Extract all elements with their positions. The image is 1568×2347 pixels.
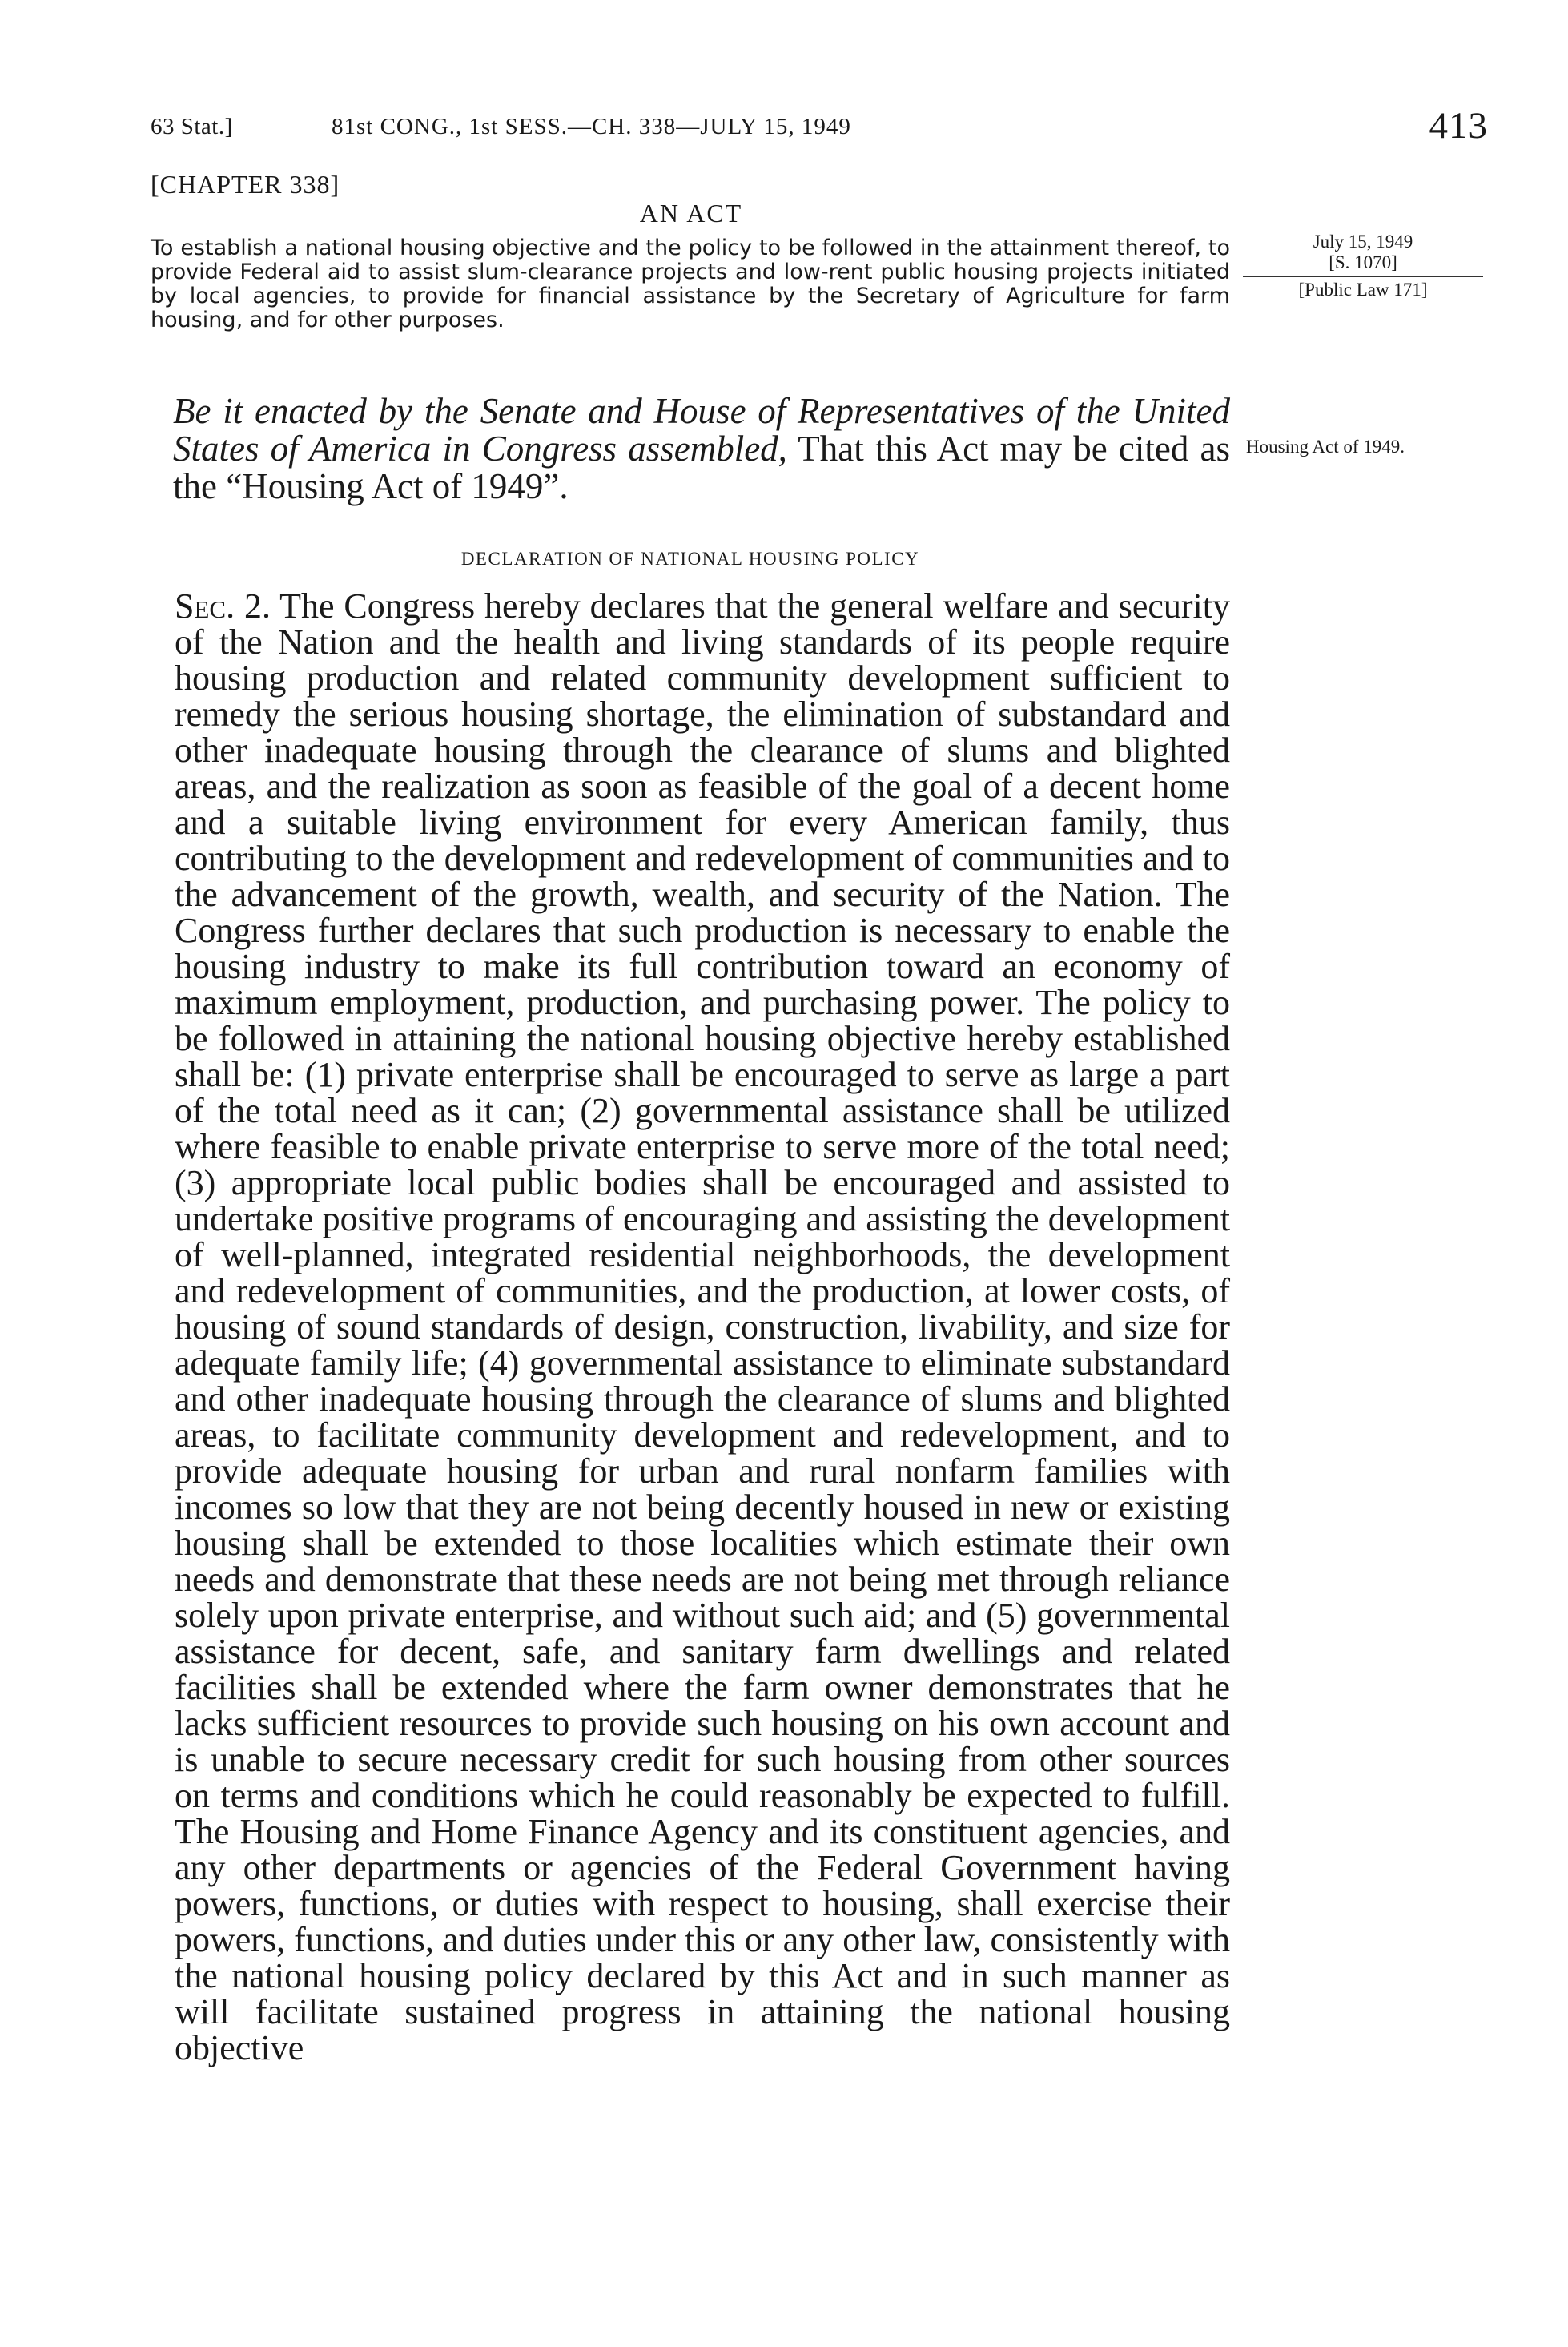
act-purpose [151,236,1230,332]
margin-date: July 15, 1949 [1313,231,1413,252]
chapter-number: [CHAPTER 338] [151,170,340,199]
page-number: 413 [1429,105,1488,147]
act-title: AN ACT [639,199,743,227]
margin-short-title: Housing Act of 1949. [1246,437,1405,457]
section-2-paragraph [151,588,1230,2066]
enacting-clause [151,393,1230,505]
congress-session-citation: 81st CONG., 1st SESS.—CH. 338—JULY 15, 1949 [332,114,851,139]
statute-volume: 63 Stat.] [151,114,233,139]
short-title-text: That this Act may be cited as the “Housing Act of 1949”. [173,429,1231,506]
section-heading: DECLARATION OF NATIONAL HOUSING POLICY [460,549,920,569]
section-text: The Congress hereby declares that the general welfare and security of the Nation and the health and living standards of its people require housing production and related community development sufficient to remedy the serious housing shortage, the elimination of substandard and other inadequate housing through the clearance of slums and blighted areas, and the realization as soon as feasible of the goal of a decent home and a suitable living environment for every American family, thus contributing to the development and redevelopment of communities and to the advancement of the growth, wealth, and security of the Nation. The Congress further declares that such production is necessary to enable the housing industry to make its full contribution toward an economy of maximum employment, production, and purchasing power. The policy to be followed in attaining the national housing objective hereby established shall be: (1) private enterprise shall be encouraged to serve as large a part of the total need as it can; (2) governmental assistance shall be utilized where feasible to enable private enterprise to serve more of the total need; (3) appropriate local public bodies shall be encouraged and assisted to undertake positive programs of encouraging and assisting the development of well-planned, integrated residential neighborhoods, the development and redevelopment of communities, and the production, at lower costs, of housing of sound standards of design, construction, livability, and size for adequate family life; (4) governmental assistance to eliminate substandard and other inadequate housing through the clearance of slums and blighted areas, to facilitate community development and redevelopment, and to provide adequate housing for urban and rural nonfarm families with incomes so low that they are not being decently housed in new or existing housing shall be extended to those localities which estimate their own needs and demonstrate that these needs are not being met through reliance solely upon private enterprise, and without such aid; and (5) governmental assistance for decent, safe, and sanitary farm dwellings and related facilities shall be extended where the farm owner demonstrates that he lacks sufficient resources to provide such housing on his own account and is unable to secure necessary credit for such housing from other sources on terms and conditions which he could reasonably be expected to fulfill. The Housing and Home Finance Agency and its constituent agencies, and any other departments or agencies of the Federal Government having powers, functions, or duties with respect to housing, shall exercise their powers, functions, and duties under this or any other law, consistently with the national housing policy declared by this Act and in such manner as will facilitate sustained progress in attaining the national housing objective [175,586,1230,2067]
purpose-text: To establish a national housing objective and the policy to be followed in the attainment thereof, to provide Federal aid to assist slum-clearance projects and low-rent public housing projects initiated by local agencies, to provide for financial assistance by the Secretary of Agriculture for farm housing, and for other purposes. [151,236,1230,332]
margin-bill-number: [S. 1070] [1243,252,1483,277]
enacting-formula: Be it enacted by the Senate and House of Representatives of the United States of America in Congress assembled, [173,391,1230,469]
section-label: Sec. 2. [175,586,271,626]
running-header [151,105,1488,159]
margin-public-law: [Public Law 171] [1298,280,1428,300]
